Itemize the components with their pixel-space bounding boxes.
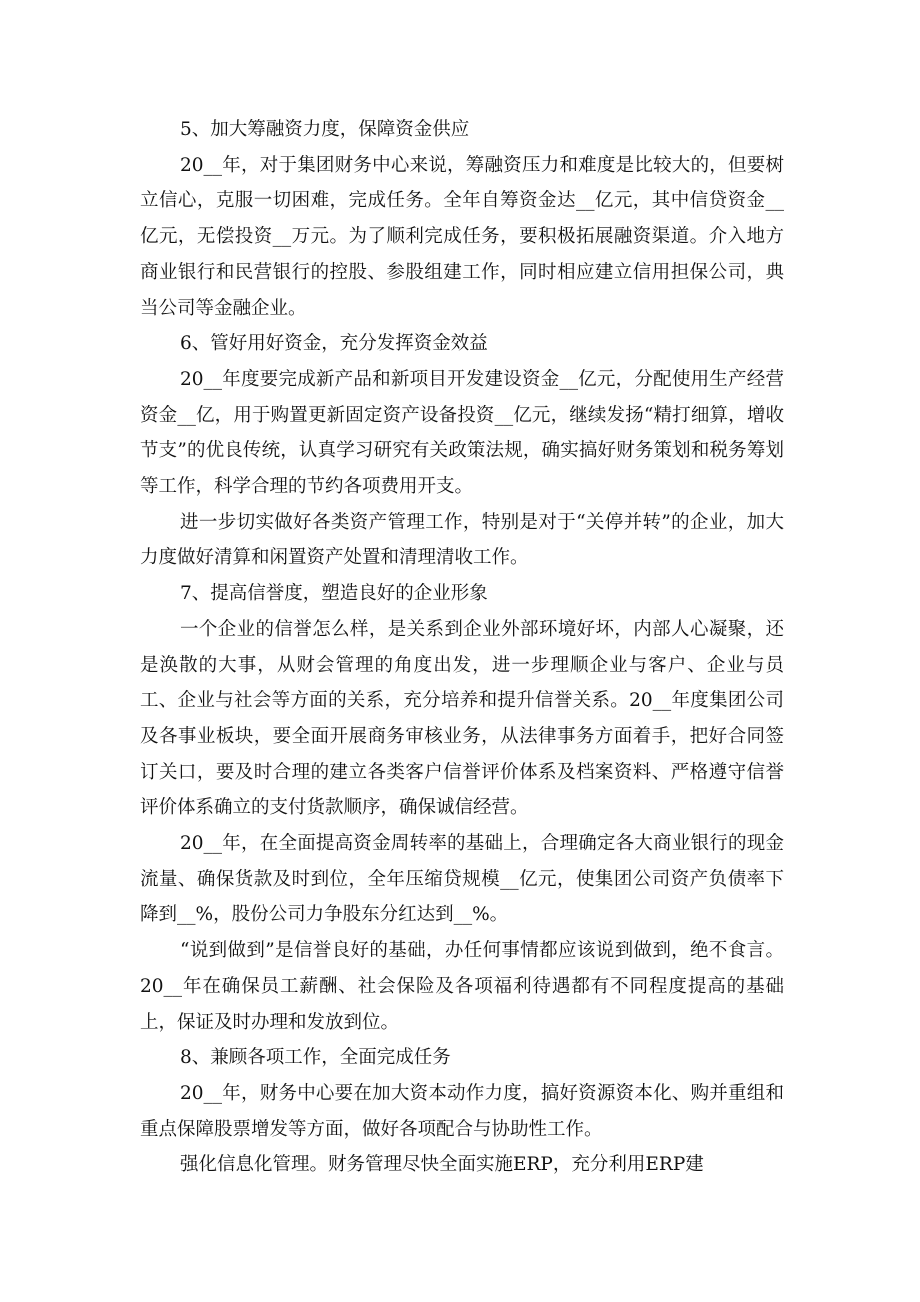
paragraph: 进一步切实做好各类资产管理工作，特别是对于“关停并转”的企业，加大力度做好清算和闲置资产处置和清理清收工作。: [140, 511, 784, 569]
paragraph: 20__年，在全面提高资金周转率的基础上，合理确定各大商业银行的现金流量、确保货款及时到位，全年压缩贷规模__亿元，使集团公司资产负债率下降到__%，股份公司力争股东分红达到__%。: [140, 833, 784, 926]
section-heading-5: 5、加大筹融资力度，保障资金供应: [180, 119, 470, 140]
paragraph: 20__年，对于集团财务中心来说，筹融资压力和难度是比较大的，但要树立信心，克服一切困难，完成任务。全年自筹资金达__亿元，其中信贷资金__亿元，无偿投资__万元。为了顺利完成任务，要积极拓展融资渠道。介入地方商业银行和民营银行的控股、参股组建工作，同时相应建立信用担保公司，典当公司等金融企业。: [140, 154, 784, 319]
paragraph: 一个企业的信誉怎么样，是关系到企业外部环境好坏，内部人心凝聚，还是涣散的大事，从财会管理的角度出发，进一步理顺企业与客户、企业与员工、企业与社会等方面的关系，充分培养和提升信誉关系。20__年度集团公司及各事业板块，要全面开展商务审核业务，从法律事务方面着手，把好合同签订关口，要及时合理的建立各类客户信誉评价体系及档案资料、严格遵守信誉评价体系确立的支付货款顺序，确保诚信经营。: [140, 618, 784, 819]
section-heading-8: 8、兼顾各项工作，全面完成任务: [180, 1047, 451, 1069]
section-heading-7: 7、提高信誉度，塑造良好的企业形象: [180, 583, 488, 605]
paragraph: 强化信息化管理。财务管理尽快全面实施ERP，充分利用ERP建: [180, 1154, 704, 1176]
document-body: [140, 112, 784, 1183]
paragraph: “说到做到”是信誉良好的基础，办任何事情都应该说到做到，绝不食言。20__年在确保员工薪酬、社会保险及各项福利待遇都有不同程度提高的基础上，保证及时办理和发放到位。: [140, 940, 784, 1033]
paragraph: 20__年度要完成新产品和新项目开发建设资金__亿元，分配使用生产经营资金__亿，用于购置更新固定资产设备投资__亿元，继续发扬“精打细算，增收节支”的优良传统，认真学习研究有关政策法规，确实搞好财务策划和税务筹划等工作，科学合理的节约各项费用开支。: [140, 368, 784, 498]
section-heading-6: 6、管好用好资金，充分发挥资金效益: [180, 333, 488, 355]
paragraph: 20__年，财务中心要在加大资本动作力度，搞好资源资本化、购并重组和重点保障股票增发等方面，做好各项配合与协助性工作。: [140, 1082, 784, 1140]
